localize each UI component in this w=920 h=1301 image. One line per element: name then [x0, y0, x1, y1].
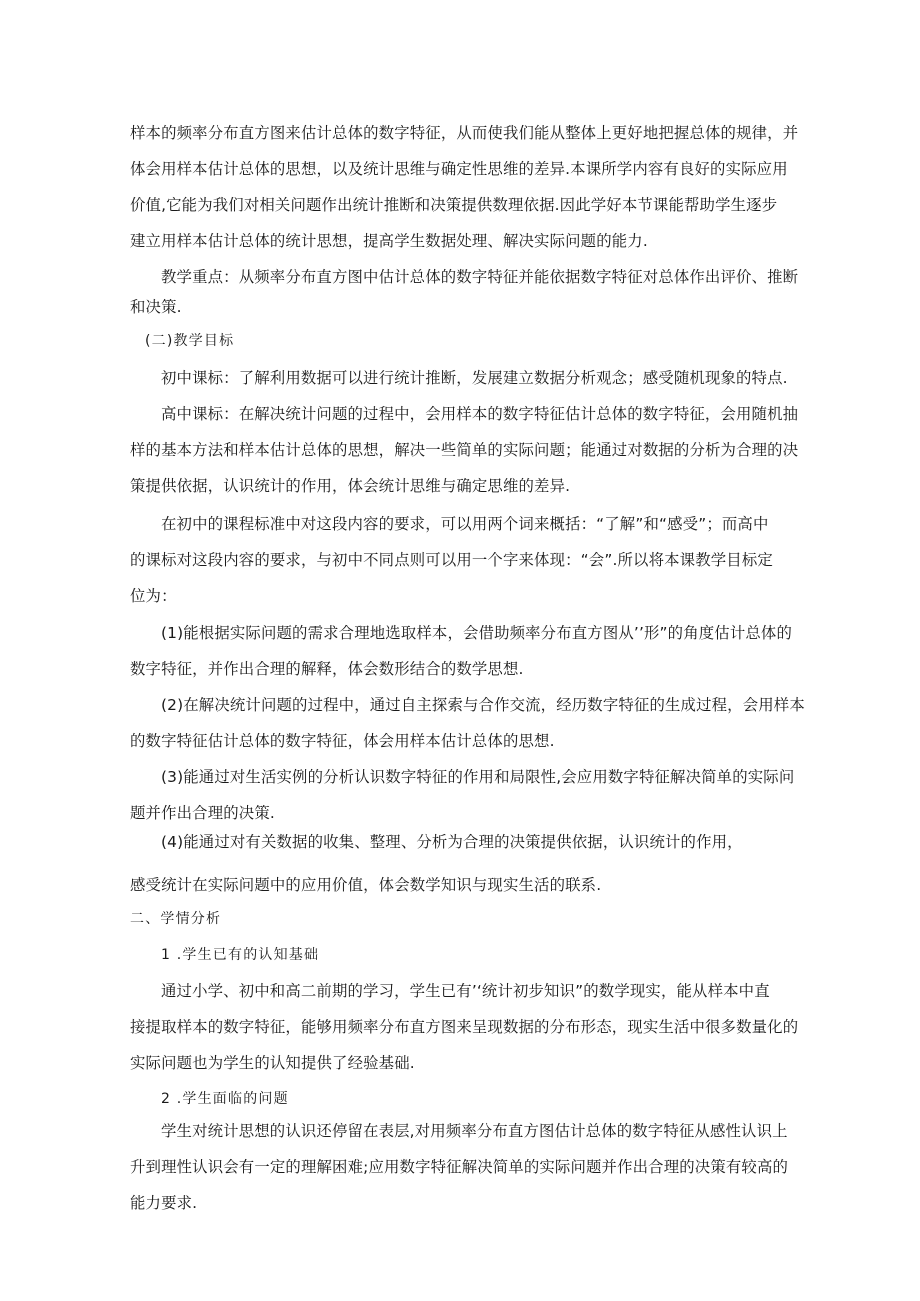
paragraph-line: 高中课标：在解决统计问题的过程中，会用样本的数字特征估计总体的数字特征，会用随机抽	[161, 405, 799, 423]
key-point-line: 教学重点：从频率分布直方图中估计总体的数字特征并能依据数字特征对总体作出评价、推断	[161, 268, 799, 286]
paragraph-line: 建立用样本估计总体的统计思想，提高学生数据处理、解决实际问题的能力.	[130, 232, 648, 250]
paragraph-line: 升到理性认识会有一定的理解困难;应用数字特征解决简单的实际问题并作出合理的决策有较高的	[130, 1158, 789, 1176]
paragraph-line: 体会用样本估计总体的思想，以及统计思维与确定性思维的差异.本课所学内容有良好的实际应用	[130, 160, 788, 178]
key-point-line: 和决策.	[130, 298, 182, 316]
goal-item-line: (4)能通过对有关数据的收集、整理、分析为合理的决策提供依据，认识统计的作用，	[161, 833, 743, 851]
goal-item-line: 感受统计在实际问题中的应用价值，体会数学知识与现实生活的联系.	[130, 876, 602, 894]
paragraph-line: 学生对统计思想的认识还停留在表层,对用频率分布直方图估计总体的数字特征从感性认识上	[161, 1122, 788, 1140]
goal-item-line: (1)能根据实际问题的需求合理地选取样本，会借助频率分布直方图从’’形”的角度估计总体的	[161, 624, 793, 642]
goal-item-line: 题并作出合理的决策.	[130, 804, 275, 822]
goal-item-line: 的数字特征估计总体的数字特征，体会用样本估计总体的思想.	[130, 732, 555, 750]
paragraph-line: 实际问题也为学生的认知提供了经验基础.	[130, 1054, 415, 1072]
paragraph-line: 初中课标：了解利用数据可以进行统计推断，发展建立数据分析观念；感受随机现象的特点.	[161, 369, 788, 387]
paragraph-line: 在初中的课程标准中对这段内容的要求，可以用两个词来概括：“了解”和“感受”；而高中	[161, 515, 769, 533]
paragraph-line: 通过小学、初中和高二前期的学习，学生已有’‘统计初步知识”的数学现实，能从样本中直	[161, 982, 770, 1000]
goal-item-line: (3)能通过对生活实例的分析认识数字特征的作用和局限性,会应用数字特征解决简单的实际问	[161, 768, 795, 786]
subheading-foundation: 1 .学生已有的认知基础	[161, 947, 320, 963]
subheading-problems: 2 .学生面临的问题	[161, 1091, 289, 1107]
section-heading-learner: 二、学情分析	[130, 911, 222, 927]
goal-item-line: 数字特征，并作出合理的解释，体会数形结合的数学思想.	[130, 660, 524, 678]
paragraph-line: 策提供依据，认识统计的作用，体会统计思维与确定思维的差异.	[130, 477, 571, 495]
section-heading-objectives: (二)教学目标	[145, 333, 235, 349]
paragraph-line: 样本的频率分布直方图来估计总体的数字特征，从而使我们能从整体上更好地把握总体的规律，并	[130, 124, 799, 142]
paragraph-line: 样的基本方法和样本估计总体的思想，解决一些简单的实际问题；能通过对数据的分析为合理的决	[130, 441, 799, 459]
goal-item-line: (2)在解决统计问题的过程中，通过自主探索与合作交流，经历数字特征的生成过程，会用样本	[161, 696, 805, 714]
paragraph-line: 位为：	[130, 587, 177, 605]
paragraph-line: 价值,它能为我们对相关问题作出统计推断和决策提供数理依据.因此学好本节课能帮助学生逐步	[130, 196, 778, 214]
paragraph-line: 能力要求.	[130, 1194, 198, 1212]
paragraph-line: 的课标对这段内容的要求，与初中不同点则可以用一个字来体现：“会”.所以将本课教学目标定	[130, 551, 773, 569]
paragraph-line: 接提取样本的数字特征，能够用频率分布直方图来呈现数据的分布形态，现实生活中很多数量化的	[130, 1018, 799, 1036]
